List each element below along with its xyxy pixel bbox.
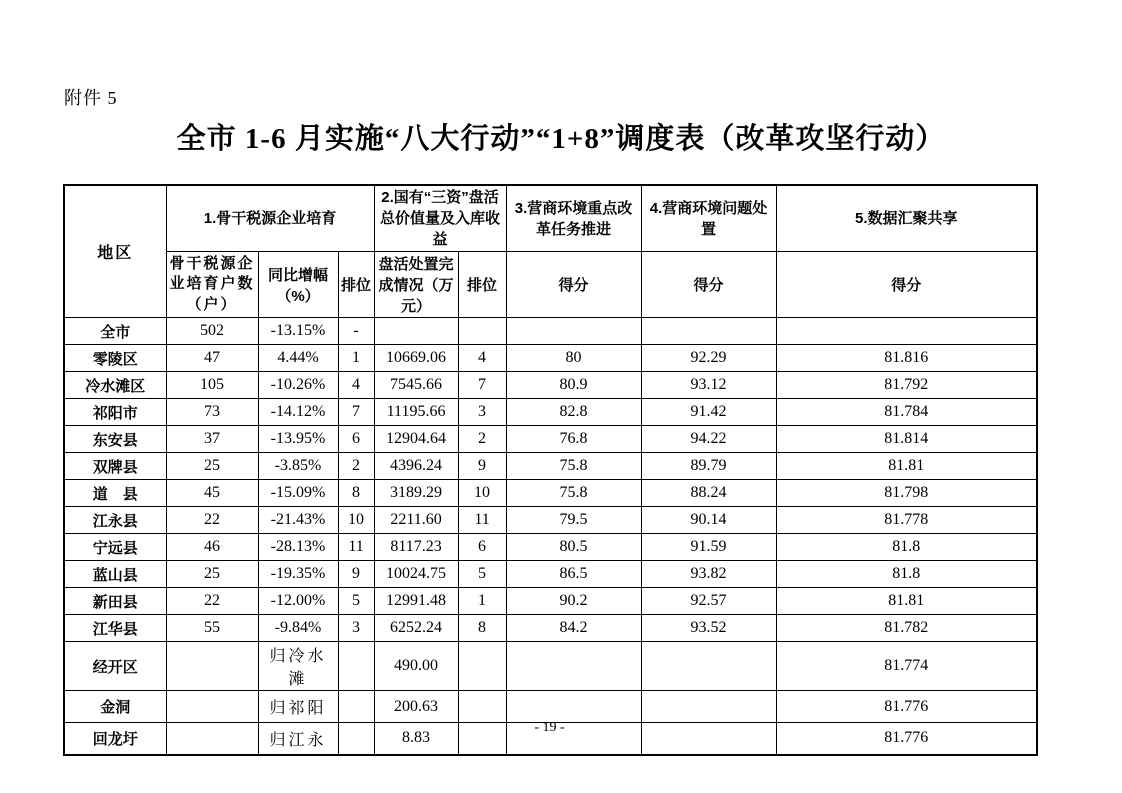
value-cell (458, 642, 506, 691)
value-cell: -13.95% (258, 426, 338, 453)
attachment-label: 附件 5 (64, 88, 118, 108)
value-cell (374, 318, 458, 345)
value-cell: 7545.66 (374, 372, 458, 399)
table-row (64, 426, 1037, 453)
value-cell (458, 318, 506, 345)
value-cell (338, 691, 374, 723)
value-cell: 89.79 (641, 453, 776, 480)
value-cell: 4 (458, 345, 506, 372)
region-cell: 回龙圩 (64, 723, 166, 755)
value-cell: 6 (338, 426, 374, 453)
header-group-business-env-reform: 3.营商环境重点改革任务推进 (506, 185, 641, 252)
table-row (64, 345, 1037, 372)
value-cell: 81.816 (776, 345, 1037, 372)
header-group-tax-enterprise: 1.骨干税源企业培育 (166, 185, 374, 252)
value-cell: 75.8 (506, 480, 641, 507)
region-cell: 江永县 (64, 507, 166, 534)
subheader-score-reform: 得分 (506, 252, 641, 318)
value-cell: 81.8 (776, 534, 1037, 561)
value-cell: 92.29 (641, 345, 776, 372)
region-cell: 经开区 (64, 642, 166, 691)
value-cell: 22 (166, 588, 258, 615)
value-cell: -13.15% (258, 318, 338, 345)
value-cell: 46 (166, 534, 258, 561)
header-row-groups (64, 185, 1037, 252)
value-cell (506, 642, 641, 691)
value-cell: 9 (338, 561, 374, 588)
value-cell: -19.35% (258, 561, 338, 588)
value-cell: 7 (458, 372, 506, 399)
value-cell: 6252.24 (374, 615, 458, 642)
value-cell (776, 318, 1037, 345)
value-cell: 7 (338, 399, 374, 426)
value-cell: 9 (458, 453, 506, 480)
value-cell: 91.59 (641, 534, 776, 561)
header-group-business-env-issues: 4.营商环境问题处置 (641, 185, 776, 252)
value-cell: 2 (338, 453, 374, 480)
region-cell: 零陵区 (64, 345, 166, 372)
value-cell: 81.776 (776, 723, 1037, 755)
table-row (64, 453, 1037, 480)
value-cell: 1 (458, 588, 506, 615)
value-cell: 82.8 (506, 399, 641, 426)
value-cell: 81.774 (776, 642, 1037, 691)
value-cell: 22 (166, 507, 258, 534)
value-cell: 81.778 (776, 507, 1037, 534)
region-cell: 新田县 (64, 588, 166, 615)
value-cell: 4396.24 (374, 453, 458, 480)
value-cell: - (338, 318, 374, 345)
value-cell: 归江永 (258, 723, 338, 755)
value-cell: 2 (458, 426, 506, 453)
value-cell: 81.792 (776, 372, 1037, 399)
header-group-state-assets: 2.国有“三资”盘活总价值量及入库收益 (374, 185, 506, 252)
subheader-enterprise-count: 骨干税源企业培育户数（户） (166, 252, 258, 318)
header-region: 地区 (64, 185, 166, 318)
subheader-asset-completion: 盘活处置完成情况（万元） (374, 252, 458, 318)
value-cell: 10 (458, 480, 506, 507)
subheader-rank-1: 排位 (338, 252, 374, 318)
value-cell: 90.14 (641, 507, 776, 534)
schedule-table (63, 184, 1038, 756)
region-cell: 金洞 (64, 691, 166, 723)
value-cell: 8 (458, 615, 506, 642)
value-cell: -12.00% (258, 588, 338, 615)
value-cell (641, 318, 776, 345)
value-cell: 归冷水滩 (258, 642, 338, 691)
value-cell: 10669.06 (374, 345, 458, 372)
value-cell: 76.8 (506, 426, 641, 453)
value-cell: 3 (338, 615, 374, 642)
value-cell: 11195.66 (374, 399, 458, 426)
table-row (64, 399, 1037, 426)
value-cell: 80.9 (506, 372, 641, 399)
value-cell: 45 (166, 480, 258, 507)
page-number: - 19 - (534, 720, 565, 735)
value-cell: 93.12 (641, 372, 776, 399)
value-cell: 10 (338, 507, 374, 534)
value-cell: 105 (166, 372, 258, 399)
region-cell: 冷水滩区 (64, 372, 166, 399)
region-cell: 蓝山县 (64, 561, 166, 588)
region-cell: 双牌县 (64, 453, 166, 480)
value-cell: 80.5 (506, 534, 641, 561)
value-cell: 8.83 (374, 723, 458, 755)
table-row (64, 480, 1037, 507)
value-cell: 3 (458, 399, 506, 426)
value-cell: 4.44% (258, 345, 338, 372)
table-row (64, 588, 1037, 615)
value-cell: 73 (166, 399, 258, 426)
region-cell: 宁远县 (64, 534, 166, 561)
value-cell: 81.782 (776, 615, 1037, 642)
value-cell: 81.814 (776, 426, 1037, 453)
value-cell: 3189.29 (374, 480, 458, 507)
value-cell: 92.57 (641, 588, 776, 615)
value-cell: 91.42 (641, 399, 776, 426)
region-cell: 全市 (64, 318, 166, 345)
value-cell: 93.52 (641, 615, 776, 642)
value-cell (506, 691, 641, 723)
value-cell (166, 642, 258, 691)
value-cell: 79.5 (506, 507, 641, 534)
table-row (64, 507, 1037, 534)
value-cell: 12991.48 (374, 588, 458, 615)
table-row (64, 561, 1037, 588)
value-cell: 25 (166, 561, 258, 588)
value-cell: 归祁阳 (258, 691, 338, 723)
value-cell (458, 691, 506, 723)
value-cell: 55 (166, 615, 258, 642)
value-cell: 6 (458, 534, 506, 561)
value-cell: 5 (338, 588, 374, 615)
table-row (64, 642, 1037, 691)
table-row (64, 372, 1037, 399)
region-cell: 东安县 (64, 426, 166, 453)
value-cell: 93.82 (641, 561, 776, 588)
value-cell: 81.776 (776, 691, 1037, 723)
value-cell: -10.26% (258, 372, 338, 399)
value-cell: 81.81 (776, 453, 1037, 480)
value-cell: 4 (338, 372, 374, 399)
value-cell: 5 (458, 561, 506, 588)
page-title: 全市 1-6 月实施“八大行动”“1+8”调度表（改革攻坚行动） (176, 123, 946, 155)
value-cell: -3.85% (258, 453, 338, 480)
table-row (64, 318, 1037, 345)
value-cell: -15.09% (258, 480, 338, 507)
region-cell: 道 县 (64, 480, 166, 507)
region-cell: 祁阳市 (64, 399, 166, 426)
value-cell: 37 (166, 426, 258, 453)
value-cell: 490.00 (374, 642, 458, 691)
value-cell: 502 (166, 318, 258, 345)
value-cell: 88.24 (641, 480, 776, 507)
value-cell (641, 642, 776, 691)
value-cell: 200.63 (374, 691, 458, 723)
value-cell: 2211.60 (374, 507, 458, 534)
value-cell: -14.12% (258, 399, 338, 426)
value-cell: 86.5 (506, 561, 641, 588)
table-row (64, 534, 1037, 561)
value-cell: 11 (338, 534, 374, 561)
value-cell: 75.8 (506, 453, 641, 480)
value-cell: -28.13% (258, 534, 338, 561)
value-cell: 10024.75 (374, 561, 458, 588)
value-cell: 94.22 (641, 426, 776, 453)
header-row-subs (64, 252, 1037, 318)
table-body (64, 318, 1037, 755)
value-cell (338, 642, 374, 691)
value-cell: 80 (506, 345, 641, 372)
subheader-rank-2: 排位 (458, 252, 506, 318)
header-group-data-sharing: 5.数据汇聚共享 (776, 185, 1037, 252)
subheader-yoy-growth: 同比增幅（%） (258, 252, 338, 318)
subheader-score-issues: 得分 (641, 252, 776, 318)
value-cell: 90.2 (506, 588, 641, 615)
table-row (64, 615, 1037, 642)
value-cell: -21.43% (258, 507, 338, 534)
value-cell: 84.2 (506, 615, 641, 642)
value-cell: 81.8 (776, 561, 1037, 588)
value-cell: 11 (458, 507, 506, 534)
value-cell: 81.784 (776, 399, 1037, 426)
value-cell: 81.81 (776, 588, 1037, 615)
value-cell: 81.798 (776, 480, 1037, 507)
value-cell: -9.84% (258, 615, 338, 642)
value-cell: 25 (166, 453, 258, 480)
value-cell: 47 (166, 345, 258, 372)
value-cell: 8117.23 (374, 534, 458, 561)
region-cell: 江华县 (64, 615, 166, 642)
value-cell (166, 691, 258, 723)
subheader-score-sharing: 得分 (776, 252, 1037, 318)
value-cell (506, 318, 641, 345)
value-cell: 8 (338, 480, 374, 507)
value-cell (641, 691, 776, 723)
value-cell: 12904.64 (374, 426, 458, 453)
value-cell: 1 (338, 345, 374, 372)
table-row (64, 691, 1037, 723)
